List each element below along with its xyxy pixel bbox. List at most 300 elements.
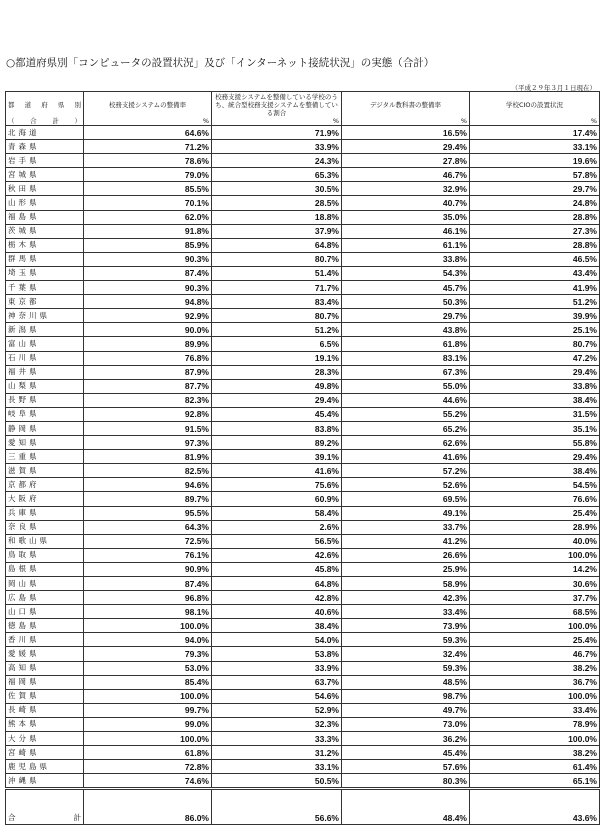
cell-col2-integrated-system-ratio: 80.7% <box>212 309 342 323</box>
cell-prefecture <box>6 675 84 689</box>
cell-col1-school-affairs-system-rate: 61.8% <box>84 746 212 760</box>
table-row <box>6 478 600 492</box>
cell-prefecture <box>6 577 84 591</box>
prefecture-name: 栃木県 <box>8 240 40 250</box>
cell-col4-school-cio-rate: 37.7% <box>470 591 600 605</box>
cell-col1-school-affairs-system-rate: 71.2% <box>84 140 212 154</box>
cell-col1-school-affairs-system-rate: 82.3% <box>84 393 212 407</box>
prefecture-name: 高知県 <box>8 663 40 673</box>
cell-col4-school-cio-rate: 46.5% <box>470 252 600 266</box>
cell-col3-digital-textbook-rate: 55.2% <box>342 407 470 421</box>
cell-prefecture <box>6 534 84 548</box>
cell-col2-integrated-system-ratio: 50.5% <box>212 774 342 789</box>
prefecture-name: 兵庫県 <box>8 508 40 518</box>
cell-prefecture <box>6 548 84 562</box>
table-row <box>6 252 600 266</box>
cell-col3-digital-textbook-rate: 32.4% <box>342 647 470 661</box>
table-row <box>6 633 600 647</box>
prefecture-name: 合 計 <box>8 813 81 823</box>
cell-col3-digital-textbook-rate: 57.6% <box>342 760 470 774</box>
cell-col4-school-cio-rate: 17.4% <box>470 126 600 140</box>
table-row <box>6 436 600 450</box>
table-row <box>6 647 600 661</box>
table-row <box>6 379 600 393</box>
unit-row <box>6 117 600 126</box>
header-col1: 校務支援システムの整備率 <box>84 92 212 118</box>
table-row <box>6 464 600 478</box>
cell-col4-school-cio-rate: 76.6% <box>470 492 600 506</box>
cell-col4-school-cio-rate: 29.4% <box>470 365 600 379</box>
table-row <box>6 238 600 252</box>
cell-col1-school-affairs-system-rate: 87.4% <box>84 577 212 591</box>
cell-col1-school-affairs-system-rate: 74.6% <box>84 774 212 789</box>
cell-col3-digital-textbook-rate: 61.8% <box>342 337 470 351</box>
cell-col2-integrated-system-ratio: 52.9% <box>212 703 342 717</box>
cell-col4-school-cio-rate: 33.8% <box>470 379 600 393</box>
cell-col4-school-cio-rate: 38.4% <box>470 393 600 407</box>
cell-col2-integrated-system-ratio: 71.9% <box>212 126 342 140</box>
cell-col2-integrated-system-ratio: 31.2% <box>212 746 342 760</box>
table-row <box>6 168 600 182</box>
table-row <box>6 562 600 576</box>
cell-col3-digital-textbook-rate: 62.6% <box>342 436 470 450</box>
cell-col2-integrated-system-ratio: 38.4% <box>212 619 342 633</box>
table-row <box>6 266 600 280</box>
cell-col2-integrated-system-ratio: 33.9% <box>212 661 342 675</box>
table-row <box>6 661 600 675</box>
prefecture-name: 徳島県 <box>8 620 40 630</box>
cell-col3-digital-textbook-rate: 32.9% <box>342 182 470 196</box>
cell-col3-digital-textbook-rate: 35.0% <box>342 210 470 224</box>
unit: % <box>342 117 470 126</box>
cell-prefecture <box>6 126 84 140</box>
cell-col4-school-cio-rate: 47.2% <box>470 351 600 365</box>
table-row <box>6 351 600 365</box>
prefecture-name: 鹿児島県 <box>8 761 50 771</box>
cell-col2-integrated-system-ratio: 45.8% <box>212 562 342 576</box>
cell-prefecture <box>6 182 84 196</box>
cell-col3-digital-textbook-rate: 36.2% <box>342 732 470 746</box>
cell-col1-school-affairs-system-rate: 97.3% <box>84 436 212 450</box>
cell-prefecture <box>6 168 84 182</box>
cell-col1-school-affairs-system-rate: 92.9% <box>84 309 212 323</box>
cell-prefecture <box>6 492 84 506</box>
prefecture-name: 青森県 <box>8 141 40 151</box>
cell-prefecture <box>6 661 84 675</box>
cell-col2-integrated-system-ratio: 42.8% <box>212 591 342 605</box>
table-row <box>6 337 600 351</box>
cell-col3-digital-textbook-rate: 25.9% <box>342 562 470 576</box>
table-row <box>6 619 600 633</box>
cell-col3-digital-textbook-rate: 69.5% <box>342 492 470 506</box>
cell-col3-digital-textbook-rate: 33.7% <box>342 520 470 534</box>
table-row <box>6 323 600 337</box>
cell-col2-integrated-system-ratio: 30.5% <box>212 182 342 196</box>
cell-col2-integrated-system-ratio: 29.4% <box>212 393 342 407</box>
cell-col4-school-cio-rate: 80.7% <box>470 337 600 351</box>
cell-col1-school-affairs-system-rate: 98.1% <box>84 605 212 619</box>
cell-prefecture <box>6 633 84 647</box>
prefecture-name: 熊本県 <box>8 719 40 729</box>
cell-col3-digital-textbook-rate: 58.9% <box>342 577 470 591</box>
cell-col1-school-affairs-system-rate: 89.7% <box>84 492 212 506</box>
cell-col1-school-affairs-system-rate: 100.0% <box>84 732 212 746</box>
cell-col4-school-cio-rate: 38.2% <box>470 661 600 675</box>
cell-col4-school-cio-rate: 29.4% <box>470 450 600 464</box>
cell-prefecture <box>6 464 84 478</box>
table-row <box>6 703 600 717</box>
cell-col3-digital-textbook-rate: 42.3% <box>342 591 470 605</box>
cell-col1-school-affairs-system-rate: 85.4% <box>84 675 212 689</box>
cell-col1-school-affairs-system-rate: 89.9% <box>84 337 212 351</box>
cell-col4-school-cio-rate: 68.5% <box>470 605 600 619</box>
cell-col2-integrated-system-ratio: 54.0% <box>212 633 342 647</box>
unit-label: （ 合 計 ） <box>6 117 84 126</box>
table-row <box>6 365 600 379</box>
cell-prefecture <box>6 393 84 407</box>
cell-col2-integrated-system-ratio: 53.8% <box>212 647 342 661</box>
cell-col2-integrated-system-ratio: 49.8% <box>212 379 342 393</box>
prefecture-name: 滋賀県 <box>8 465 40 475</box>
prefecture-name: 北海道 <box>8 127 40 137</box>
prefecture-name: 奈良県 <box>8 522 40 532</box>
cell-col3-digital-textbook-rate: 26.6% <box>342 548 470 562</box>
cell-prefecture <box>6 506 84 520</box>
cell-col2-integrated-system-ratio: 40.6% <box>212 605 342 619</box>
cell-col4-school-cio-rate: 54.5% <box>470 478 600 492</box>
cell-col1-school-affairs-system-rate: 90.9% <box>84 562 212 576</box>
cell-prefecture <box>6 703 84 717</box>
cell-col4-school-cio-rate: 25.4% <box>470 506 600 520</box>
cell-prefecture <box>6 760 84 774</box>
cell-col4-school-cio-rate: 39.9% <box>470 309 600 323</box>
cell-prefecture <box>6 295 84 309</box>
cell-prefecture <box>6 520 84 534</box>
cell-col2-integrated-system-ratio: 41.6% <box>212 464 342 478</box>
cell-col1-school-affairs-system-rate: 64.3% <box>84 520 212 534</box>
cell-col3-digital-textbook-rate: 27.8% <box>342 154 470 168</box>
cell-col4-school-cio-rate: 65.1% <box>470 774 600 789</box>
cell-col1-school-affairs-system-rate: 99.0% <box>84 717 212 731</box>
cell-prefecture <box>6 210 84 224</box>
prefecture-name: 和歌山県 <box>8 536 50 546</box>
cell-col4-school-cio-rate: 78.9% <box>470 717 600 731</box>
cell-prefecture <box>6 619 84 633</box>
cell-col1-school-affairs-system-rate: 86.0% <box>84 789 212 825</box>
cell-col3-digital-textbook-rate: 40.7% <box>342 196 470 210</box>
cell-col4-school-cio-rate: 100.0% <box>470 548 600 562</box>
prefecture-name: 福島県 <box>8 212 40 222</box>
cell-prefecture <box>6 337 84 351</box>
cell-col2-integrated-system-ratio: 64.8% <box>212 577 342 591</box>
cell-col1-school-affairs-system-rate: 81.9% <box>84 450 212 464</box>
cell-col2-integrated-system-ratio: 19.1% <box>212 351 342 365</box>
cell-col1-school-affairs-system-rate: 87.7% <box>84 379 212 393</box>
prefecture-name: 佐賀県 <box>8 691 40 701</box>
cell-col1-school-affairs-system-rate: 76.1% <box>84 548 212 562</box>
cell-col2-integrated-system-ratio: 24.3% <box>212 154 342 168</box>
cell-col1-school-affairs-system-rate: 100.0% <box>84 619 212 633</box>
cell-col1-school-affairs-system-rate: 72.5% <box>84 534 212 548</box>
prefecture-name: 茨城県 <box>8 226 40 236</box>
cell-col3-digital-textbook-rate: 55.0% <box>342 379 470 393</box>
cell-col1-school-affairs-system-rate: 94.8% <box>84 295 212 309</box>
cell-col4-school-cio-rate: 43.6% <box>470 789 600 825</box>
prefecture-name: 愛媛県 <box>8 649 40 659</box>
cell-col4-school-cio-rate: 31.5% <box>470 407 600 421</box>
prefecture-name: 群馬県 <box>8 254 40 264</box>
cell-col3-digital-textbook-rate: 46.7% <box>342 168 470 182</box>
cell-col3-digital-textbook-rate: 80.3% <box>342 774 470 789</box>
cell-col4-school-cio-rate: 55.8% <box>470 436 600 450</box>
cell-col4-school-cio-rate: 30.6% <box>470 577 600 591</box>
cell-col4-school-cio-rate: 24.8% <box>470 196 600 210</box>
prefecture-name: 秋田県 <box>8 183 40 193</box>
cell-prefecture <box>6 379 84 393</box>
table-row <box>6 126 600 140</box>
cell-prefecture <box>6 238 84 252</box>
cell-col1-school-affairs-system-rate: 87.4% <box>84 266 212 280</box>
cell-col1-school-affairs-system-rate: 94.6% <box>84 478 212 492</box>
cell-col3-digital-textbook-rate: 29.4% <box>342 140 470 154</box>
cell-col4-school-cio-rate: 38.2% <box>470 746 600 760</box>
cell-col1-school-affairs-system-rate: 64.6% <box>84 126 212 140</box>
cell-col4-school-cio-rate: 33.4% <box>470 703 600 717</box>
prefecture-name: 香川県 <box>8 634 40 644</box>
cell-col4-school-cio-rate: 28.8% <box>470 238 600 252</box>
prefecture-name: 宮城県 <box>8 169 40 179</box>
prefecture-name: 石川県 <box>8 353 40 363</box>
cell-prefecture <box>6 689 84 703</box>
cell-col4-school-cio-rate: 25.4% <box>470 633 600 647</box>
cell-col3-digital-textbook-rate: 49.1% <box>342 506 470 520</box>
prefecture-name: 岡山県 <box>8 578 40 588</box>
cell-col1-school-affairs-system-rate: 62.0% <box>84 210 212 224</box>
document-title: ○都道府県別「コンピュータの設置状況」及び「インターネット接続状況」の実態（合計） <box>6 57 435 69</box>
cell-col1-school-affairs-system-rate: 79.0% <box>84 168 212 182</box>
cell-prefecture <box>6 323 84 337</box>
cell-col3-digital-textbook-rate: 49.7% <box>342 703 470 717</box>
cell-col1-school-affairs-system-rate: 90.3% <box>84 252 212 266</box>
cell-col4-school-cio-rate: 46.7% <box>470 647 600 661</box>
cell-col3-digital-textbook-rate: 48.4% <box>342 789 470 825</box>
cell-col2-integrated-system-ratio: 32.3% <box>212 717 342 731</box>
cell-col3-digital-textbook-rate: 43.8% <box>342 323 470 337</box>
prefecture-name: 島根県 <box>8 564 40 574</box>
cell-col2-integrated-system-ratio: 65.3% <box>212 168 342 182</box>
cell-prefecture <box>6 591 84 605</box>
cell-prefecture <box>6 154 84 168</box>
cell-prefecture <box>6 196 84 210</box>
cell-col2-integrated-system-ratio: 42.6% <box>212 548 342 562</box>
cell-col2-integrated-system-ratio: 54.6% <box>212 689 342 703</box>
prefecture-name: 埼玉県 <box>8 268 40 278</box>
cell-col4-school-cio-rate: 27.3% <box>470 224 600 238</box>
cell-col2-integrated-system-ratio: 33.1% <box>212 760 342 774</box>
cell-col2-integrated-system-ratio: 58.4% <box>212 506 342 520</box>
cell-col3-digital-textbook-rate: 61.1% <box>342 238 470 252</box>
cell-col1-school-affairs-system-rate: 91.5% <box>84 421 212 435</box>
cell-col3-digital-textbook-rate: 41.2% <box>342 534 470 548</box>
cell-col2-integrated-system-ratio: 51.2% <box>212 323 342 337</box>
cell-col2-integrated-system-ratio: 64.8% <box>212 238 342 252</box>
cell-col3-digital-textbook-rate: 45.7% <box>342 281 470 295</box>
cell-col3-digital-textbook-rate: 73.9% <box>342 619 470 633</box>
table-row <box>6 548 600 562</box>
header-col2: 校務支援システムを整備している学校のうち、統合型校務支援システムを整備している割合 <box>212 92 342 118</box>
header-col4: 学校CIOの設置状況 <box>470 92 600 118</box>
cell-col2-integrated-system-ratio: 83.4% <box>212 295 342 309</box>
table-row <box>6 154 600 168</box>
cell-col4-school-cio-rate: 38.4% <box>470 464 600 478</box>
cell-col2-integrated-system-ratio: 83.8% <box>212 421 342 435</box>
cell-col4-school-cio-rate: 14.2% <box>470 562 600 576</box>
cell-col4-school-cio-rate: 33.1% <box>470 140 600 154</box>
cell-prefecture <box>6 450 84 464</box>
prefecture-name: 岐阜県 <box>8 409 40 419</box>
table-row <box>6 492 600 506</box>
cell-prefecture <box>6 309 84 323</box>
table-row <box>6 140 600 154</box>
cell-col1-school-affairs-system-rate: 95.5% <box>84 506 212 520</box>
cell-col2-integrated-system-ratio: 45.4% <box>212 407 342 421</box>
table-row <box>6 591 600 605</box>
unit: % <box>212 117 342 126</box>
table-row <box>6 506 600 520</box>
cell-col2-integrated-system-ratio: 56.6% <box>212 789 342 825</box>
cell-col4-school-cio-rate: 100.0% <box>470 732 600 746</box>
cell-col1-school-affairs-system-rate: 85.5% <box>84 182 212 196</box>
table-row <box>6 182 600 196</box>
cell-col3-digital-textbook-rate: 33.4% <box>342 605 470 619</box>
prefecture-name: 山梨県 <box>8 381 40 391</box>
cell-col3-digital-textbook-rate: 83.1% <box>342 351 470 365</box>
cell-col2-integrated-system-ratio: 18.8% <box>212 210 342 224</box>
cell-prefecture <box>6 774 84 789</box>
cell-col4-school-cio-rate: 36.7% <box>470 675 600 689</box>
cell-col3-digital-textbook-rate: 98.7% <box>342 689 470 703</box>
cell-col1-school-affairs-system-rate: 76.8% <box>84 351 212 365</box>
table-row <box>6 732 600 746</box>
cell-prefecture <box>6 266 84 280</box>
prefecture-name: 福井県 <box>8 367 40 377</box>
cell-col1-school-affairs-system-rate: 94.0% <box>84 633 212 647</box>
cell-col1-school-affairs-system-rate: 92.8% <box>84 407 212 421</box>
table-row <box>6 605 600 619</box>
cell-col2-integrated-system-ratio: 39.1% <box>212 450 342 464</box>
cell-prefecture <box>6 407 84 421</box>
cell-prefecture <box>6 281 84 295</box>
cell-col3-digital-textbook-rate: 33.8% <box>342 252 470 266</box>
cell-col1-school-affairs-system-rate: 53.0% <box>84 661 212 675</box>
cell-prefecture <box>6 140 84 154</box>
prefecture-name: 富山県 <box>8 338 40 348</box>
cell-col4-school-cio-rate: 100.0% <box>470 619 600 633</box>
cell-prefecture <box>6 436 84 450</box>
cell-col1-school-affairs-system-rate: 78.6% <box>84 154 212 168</box>
cell-prefecture <box>6 224 84 238</box>
cell-col2-integrated-system-ratio: 56.5% <box>212 534 342 548</box>
cell-col2-integrated-system-ratio: 63.7% <box>212 675 342 689</box>
cell-col4-school-cio-rate: 28.9% <box>470 520 600 534</box>
cell-col2-integrated-system-ratio: 80.7% <box>212 252 342 266</box>
header-col3: デジタル教科書の整備率 <box>342 92 470 118</box>
cell-prefecture <box>6 421 84 435</box>
prefecture-name: 大阪府 <box>8 493 40 503</box>
table-row <box>6 520 600 534</box>
cell-col1-school-affairs-system-rate: 91.8% <box>84 224 212 238</box>
table-row <box>6 196 600 210</box>
unit: % <box>470 117 600 126</box>
prefecture-name: 山口県 <box>8 606 40 616</box>
cell-col4-school-cio-rate: 29.7% <box>470 182 600 196</box>
cell-col2-integrated-system-ratio: 33.3% <box>212 732 342 746</box>
cell-col1-school-affairs-system-rate: 72.8% <box>84 760 212 774</box>
cell-prefecture <box>6 478 84 492</box>
cell-col1-school-affairs-system-rate: 70.1% <box>84 196 212 210</box>
cell-col4-school-cio-rate: 35.1% <box>470 421 600 435</box>
cell-col1-school-affairs-system-rate: 79.3% <box>84 647 212 661</box>
prefecture-name: 長野県 <box>8 395 40 405</box>
prefecture-name: 福岡県 <box>8 677 40 687</box>
cell-col3-digital-textbook-rate: 65.2% <box>342 421 470 435</box>
cell-col2-integrated-system-ratio: 71.7% <box>212 281 342 295</box>
cell-col4-school-cio-rate: 28.8% <box>470 210 600 224</box>
cell-col2-integrated-system-ratio: 37.9% <box>212 224 342 238</box>
cell-col4-school-cio-rate: 61.4% <box>470 760 600 774</box>
prefecture-name: 沖縄県 <box>8 775 40 785</box>
cell-col4-school-cio-rate: 40.0% <box>470 534 600 548</box>
cell-col4-school-cio-rate: 57.8% <box>470 168 600 182</box>
cell-col4-school-cio-rate: 43.4% <box>470 266 600 280</box>
table-row <box>6 577 600 591</box>
table-row <box>6 675 600 689</box>
cell-col2-integrated-system-ratio: 6.5% <box>212 337 342 351</box>
prefecture-name: 千葉県 <box>8 282 40 292</box>
cell-col4-school-cio-rate: 25.1% <box>470 323 600 337</box>
cell-col3-digital-textbook-rate: 67.3% <box>342 365 470 379</box>
table-row <box>6 774 600 789</box>
table-row <box>6 210 600 224</box>
table-row <box>6 421 600 435</box>
cell-col3-digital-textbook-rate: 59.3% <box>342 661 470 675</box>
cell-col3-digital-textbook-rate: 45.4% <box>342 746 470 760</box>
prefecture-name: 山形県 <box>8 198 40 208</box>
table-row <box>6 534 600 548</box>
table-row <box>6 689 600 703</box>
cell-col1-school-affairs-system-rate: 90.3% <box>84 281 212 295</box>
prefecture-name: 神奈川県 <box>8 310 50 320</box>
table-row <box>6 309 600 323</box>
table-row <box>6 717 600 731</box>
cell-col1-school-affairs-system-rate: 100.0% <box>84 689 212 703</box>
prefecture-table <box>5 91 600 825</box>
prefecture-name: 鳥取県 <box>8 550 40 560</box>
cell-prefecture <box>6 647 84 661</box>
header-row <box>6 92 600 118</box>
table-row <box>6 450 600 464</box>
cell-col3-digital-textbook-rate: 52.6% <box>342 478 470 492</box>
cell-col1-school-affairs-system-rate: 96.8% <box>84 591 212 605</box>
prefecture-name: 愛知県 <box>8 437 40 447</box>
table-row <box>6 393 600 407</box>
cell-prefecture <box>6 732 84 746</box>
table-row <box>6 224 600 238</box>
cell-col2-integrated-system-ratio: 89.2% <box>212 436 342 450</box>
cell-col3-digital-textbook-rate: 57.2% <box>342 464 470 478</box>
cell-col2-integrated-system-ratio: 60.9% <box>212 492 342 506</box>
cell-col1-school-affairs-system-rate: 87.9% <box>84 365 212 379</box>
